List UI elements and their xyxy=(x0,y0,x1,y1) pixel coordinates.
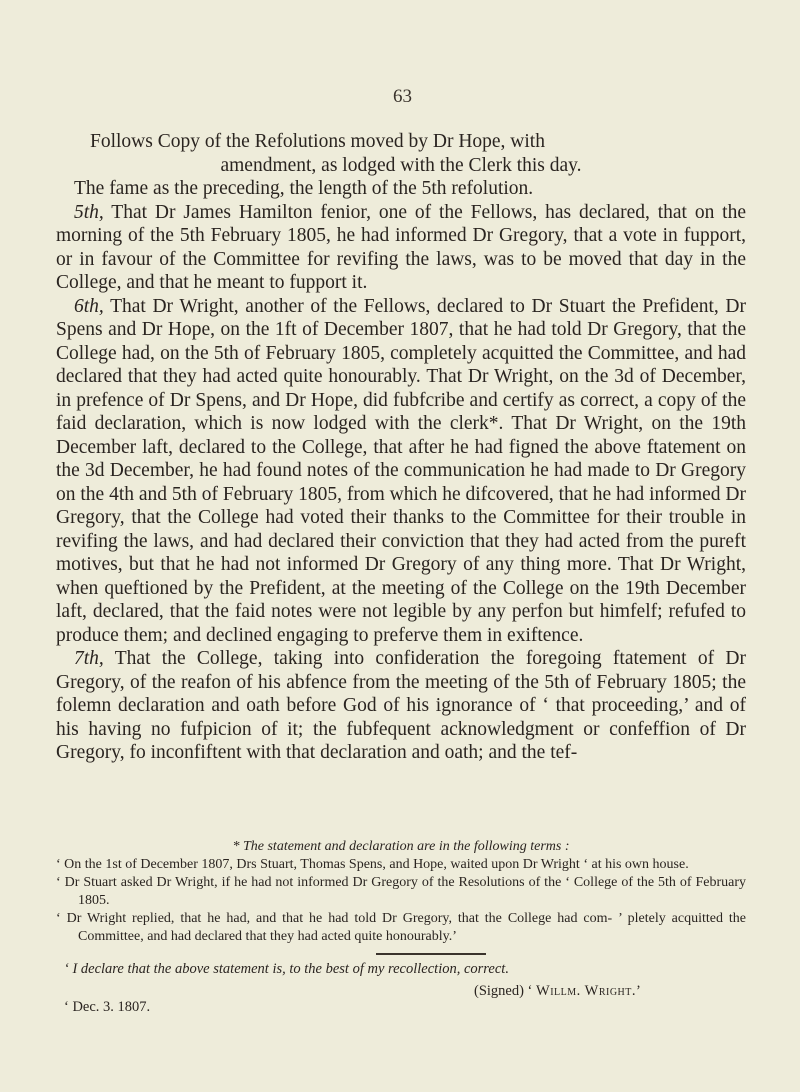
separator-rule xyxy=(376,953,486,955)
signed-prefix: (Signed) ‘ xyxy=(474,983,537,999)
resolutions-heading-line-1: Follows Copy of the Refolutions moved by Dr Hope, with xyxy=(90,131,545,152)
paragraph-7th-label: 7th, xyxy=(74,648,104,669)
declaration-text: ‘ I declare that the above statement is, to the best of my recollection, correct. xyxy=(64,961,509,977)
paragraph-6th-label: 6th, xyxy=(74,295,104,317)
footnote-line-2: ‘ Dr Stuart asked Dr Wright, if he had not informed Dr Gregory of the Resolutions of the ‘ College of the 5th of February 1805. xyxy=(56,875,746,908)
paragraph-5th-label: 5th, xyxy=(74,201,104,223)
footnote-line-1: ‘ On the 1st of December 1807, Drs Stuart, Thomas Spens, and Hope, waited upon Dr Wright ‘ at his own house. xyxy=(56,857,689,872)
paragraph-7th xyxy=(56,647,746,765)
resolutions-heading-line-2: amendment, as lodged with the Clerk this day. xyxy=(220,154,582,176)
paragraph-6th-text: That Dr Wright, another of the Fellows, declared to Dr Stuart the Prefident, Dr Spens and Dr Hope, on the 1ft of December 1807, that he had told Dr Gregory, that the College had, on the 5th of February 1805, completely acquitted the Committee, and had declared that they had acted quite honourably. That Dr Wright, on the 3d of December, in prefence of Dr Spens, and Dr Hope, did fubfcribe and certify as correct, a copy of the faid declaration, which is now lodged with the clerk*. That Dr Wright, on the 19th December laft, declared to the College, that after he had figned the above ftatement on the 3d December, he had found notes of the communication he had made to Dr Gregory on the 4th and 5th of February 1805, from which he difcovered, that he had informed Dr Gregory, that the College had voted their thanks to the Committee for their trouble in revifing the laws, and had declared their conviction that they had acted from the pureft motives, but that he had not informed Dr Gregory of any thing more. That Dr Wright, when queftioned by the Prefident, at the meeting of the College on the 19th December laft, declared, that the faid notes were not legible by any perfon but himfelf; refufed to produce them; and declined engaging to preferve them in exiftence. xyxy=(56,295,746,646)
page-number: 63 xyxy=(393,86,412,107)
footnote xyxy=(56,838,746,946)
paragraph-5th-text: That Dr James Hamilton fenior, one of the Fellows, has declared, that on the morning of the 5th February 1805, he had informed Dr Gregory, that a vote in fupport, or in favour of the Committee for revifing the laws, was to be moved that day in the College, and that he meant to fupport it. xyxy=(56,201,746,293)
footnote-line-3: ‘ Dr Wright replied, that he had, and that he had told Dr Gregory, that the College had com- ’ pletely acquitted the Committee, and had declared that they had acted quite honourably.’ xyxy=(56,911,746,944)
paragraph-6th xyxy=(56,295,746,648)
declaration xyxy=(64,960,744,979)
body-text xyxy=(56,130,746,765)
declaration-date: ‘ Dec. 3. 1807. xyxy=(64,999,151,1015)
paragraph-7th-text: That the College, taking into confideration the foregoing ftatement of Dr Gregory, of the reafon of his abfence from the meeting of the 5th of February 1805; the folemn declaration and oath before God of his ignorance of ‘ that proceeding,’ and of his having no fufpicion of it; the fubfequent acknowledgment or confeffion of Dr Gregory, fo inconfiftent with that declaration and oath; and the tef- xyxy=(56,648,746,763)
signature-line xyxy=(474,983,641,1000)
footnote-title: * The statement and declaration are in the following terms : xyxy=(232,839,570,854)
signer-name: Willm. Wright.’ xyxy=(536,983,642,999)
paragraph-5th xyxy=(56,201,746,295)
paragraph-same-as-preceding: The fame as the preceding, the length of the 5th refolution. xyxy=(74,178,534,199)
